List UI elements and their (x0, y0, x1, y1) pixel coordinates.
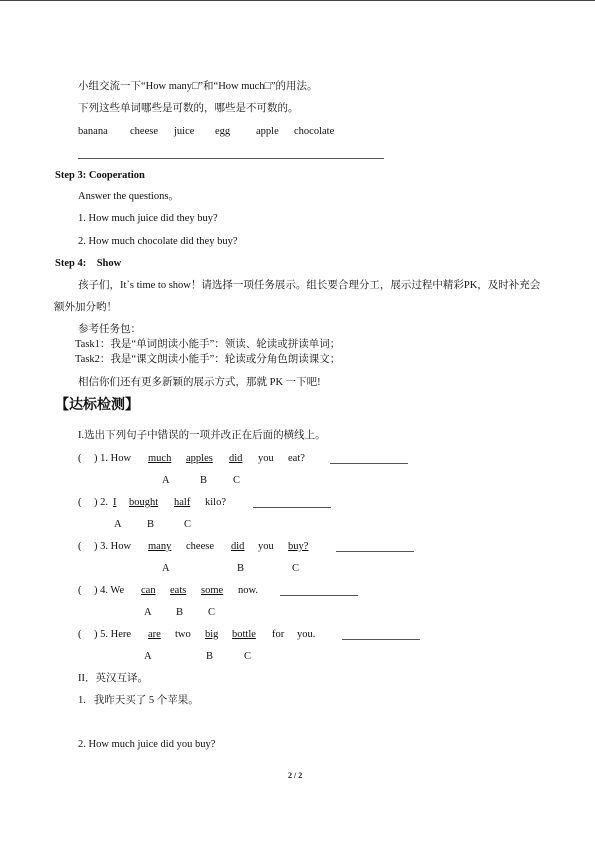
section-title: 【达标检测】 (55, 398, 139, 413)
page-number: 2 / 2 (288, 771, 303, 780)
item1-number: ) 1. How (94, 453, 132, 464)
item3-word: cheese (186, 541, 214, 552)
word-cheese: cheese (130, 126, 158, 137)
item4-option-c: some (201, 585, 224, 596)
item5-word: two (175, 629, 191, 640)
step4-closing: 相信你们还有更多新颖的展示方式，那就 PK 一下吧! (78, 377, 321, 388)
item3-number: ) 3. How (94, 541, 132, 552)
word-juice: juice (174, 126, 195, 137)
step4-paragraph: 孩子们，It᾽s time to show！请选择一项任务展示。组长要合理分工，展示过程中精彩PK，及时补充会额外加分哟！ (54, 280, 541, 313)
item4-option-b: eats (170, 585, 187, 596)
step3-instruction: Answer the questions。 (78, 191, 179, 202)
item2-letter-b: B (147, 519, 155, 530)
item5-option-a: are (148, 629, 161, 640)
item1-option-c: did (229, 453, 243, 464)
item2-option-a: I (113, 497, 117, 508)
item4-answer-line (280, 595, 358, 596)
word-apple: apple (256, 126, 279, 137)
item5-paren: ( (78, 629, 82, 640)
item3-option-a: many (148, 541, 172, 552)
item2-answer-line (253, 507, 331, 508)
item3-letter-b: B (237, 563, 245, 574)
item1-answer-line (330, 463, 408, 464)
item3-option-c: buy? (288, 541, 309, 552)
item4-paren: ( (78, 585, 82, 596)
step4-task-1: Task1：我是“单词朗读小能手”：领读、轮读或拼读单词； (75, 339, 341, 350)
word-chocolate: chocolate (294, 126, 335, 137)
step3-question-1: 1. How much juice did they buy? (78, 213, 218, 224)
item1-letter-c: C (233, 475, 241, 486)
item2-number: ) 2. (94, 497, 108, 508)
item2-letter-a: A (114, 519, 122, 530)
step3-question-2: 2. How much chocolate did they buy? (78, 236, 238, 247)
intro-line-1: 小组交流一下“How many□”和“How much□”的用法。 (78, 81, 318, 92)
item5-letter-a: A (144, 651, 152, 662)
part2-question-1: 1. 我昨天买了 5 个苹果。 (78, 695, 199, 706)
item3-word: you (258, 541, 274, 552)
item4-letter-c: C (208, 607, 216, 618)
item5-letter-c: C (244, 651, 252, 662)
item4-word: now. (238, 585, 259, 596)
word-banana: banana (78, 126, 108, 137)
part1-instruction: I.选出下列句子中错误的一项并改正在后面的横线上。 (78, 430, 326, 441)
item1-option-b: apples (186, 453, 213, 464)
item5-number: ) 5. Here (94, 629, 132, 640)
intro-line-2: 下列这些单词哪些是可数的，哪些是不可数的。 (78, 103, 299, 114)
item5-option-c: bottle (232, 629, 256, 640)
item1-letter-b: B (200, 475, 208, 486)
item5-option-b: big (205, 629, 219, 640)
item2-option-c: half (174, 497, 191, 508)
item3-letter-c: C (292, 563, 300, 574)
step4-title: Step 4: Show (55, 258, 122, 269)
item3-letter-a: A (162, 563, 170, 574)
item3-answer-line (336, 551, 414, 552)
item5-word: for (272, 629, 285, 640)
item4-option-a: can (141, 585, 156, 596)
item1-word: eat? (288, 453, 305, 464)
header-rule (0, 0, 595, 1)
item1-option-a: much (148, 453, 172, 464)
item1-letter-a: A (162, 475, 170, 486)
item5-word: you. (297, 629, 316, 640)
item2-word: kilo? (205, 497, 226, 508)
item1-paren: ( (78, 453, 82, 464)
step4-reference: 参考任务包： (78, 324, 141, 335)
item2-paren: ( (78, 497, 82, 508)
part2-question-2: 2. How much juice did you buy? (78, 739, 216, 750)
item5-letter-b: B (206, 651, 214, 662)
item4-number: ) 4. We (94, 585, 125, 596)
item4-letter-a: A (144, 607, 152, 618)
item1-word: you (258, 453, 274, 464)
answer-line-intro (78, 158, 384, 159)
item3-paren: ( (78, 541, 82, 552)
word-egg: egg (215, 126, 231, 137)
item4-letter-b: B (176, 607, 184, 618)
item3-option-b: did (231, 541, 245, 552)
step4-task-2: Task2：我是“课文朗读小能手”：轮读或分角色朗读课文； (75, 354, 341, 365)
item2-letter-c: C (184, 519, 192, 530)
step3-title: Step 3: Cooperation (55, 170, 145, 181)
item5-answer-line (342, 639, 420, 640)
part2-instruction: II．英汉互译。 (78, 673, 148, 684)
item2-option-b: bought (129, 497, 159, 508)
